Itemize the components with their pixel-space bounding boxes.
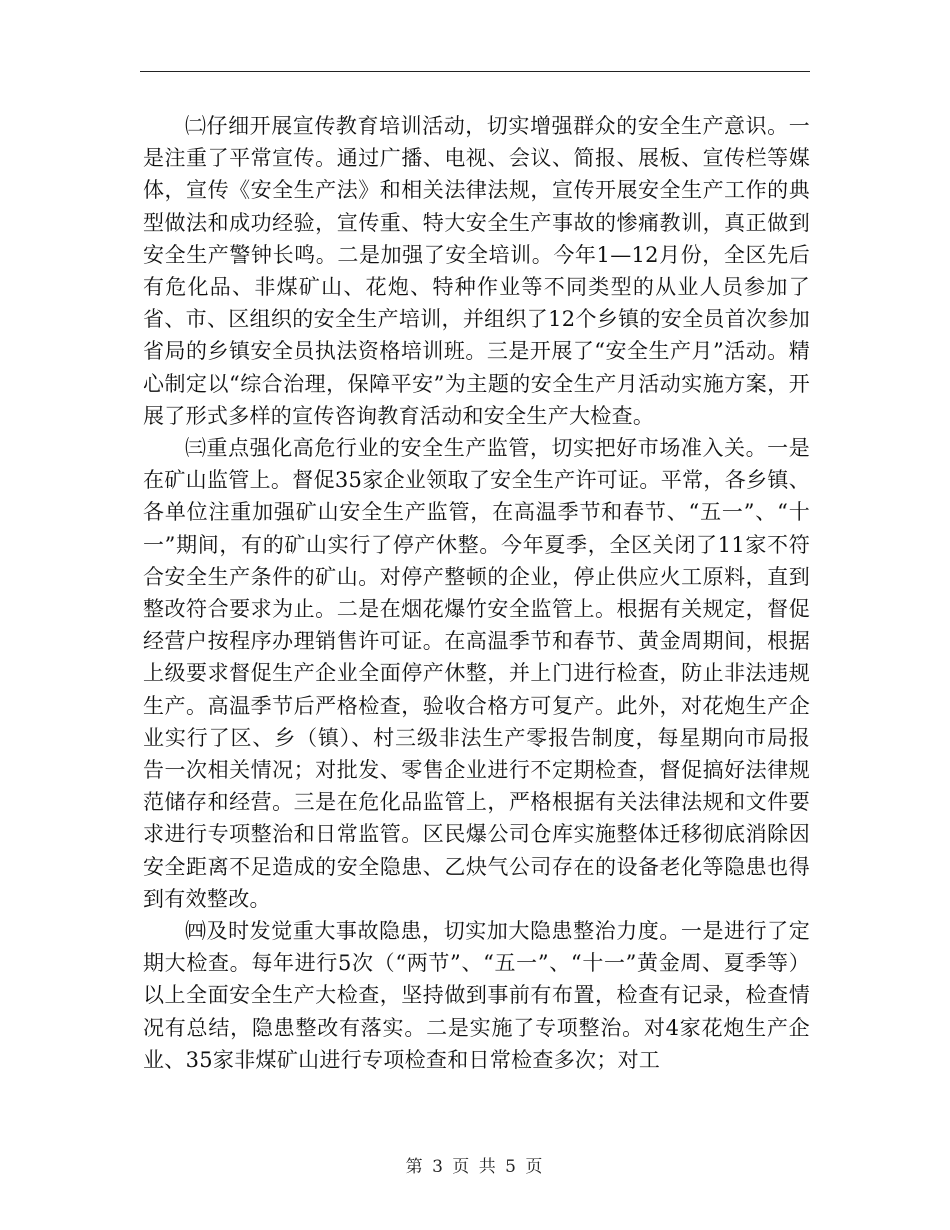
- page-number-footer: 第 3 页 共 5 页: [405, 1157, 545, 1177]
- paragraph-high-risk-supervision: ㈢重点强化高危行业的安全生产监管，切实把好市场准入关。一是在矿山监管上。督促35家企业领取了安全生产许可证。平常，各乡镇、各单位注重加强矿山安全生产监管，在高温季节和春节、“五一”、“十一”期间，有的矿山实行了停产休整。今年夏季，全区关闭了11家不符合安全生产条件的矿山。对停产整顿的企业，停止供应火工原料，直到整改符合要求为止。二是在烟花爆竹安全监管上。根据有关规定，督促经营户按程序办理销售许可证。在高温季节和春节、黄金周期间，根据上级要求督促生产企业全面停产休整，并上门进行检查，防止非法违规生产。高温季节后严格检查，验收合格方可复产。此外，对花炮生产企业实行了区、乡（镇）、村三级非法生产零报告制度，每星期向市局报告一次相关情况；对批发、零售企业进行不定期检查，督促搞好法律规范储存和经营。三是在危化品监管上，严格根据有关法律法规和文件要求进行专项整治和日常监管。区民爆公司仓库实施整体迁移彻底消除因安全距离不足造成的安全隐患、乙炔气公司存在的设备老化等隐患也得到有效整改。: [143, 436, 810, 911]
- document-body: [143, 110, 810, 1076]
- paragraph-hazard-rectification: ㈣及时发觉重大事故隐患，切实加大隐患整治力度。一是进行了定期大检查。每年进行5次（“两节”、“五一”、“十一”黄金周、夏季等）以上全面安全生产大检查，坚持做到事前有布置，检查有记录，检查情况有总结，隐患整改有落实。二是实施了专项整治。对4家花炮生产企业、35家非煤矿山进行专项检查和日常检查多次；对工: [143, 919, 810, 1072]
- paragraph-publicity-training: ㈡仔细开展宣传教育培训活动，切实增强群众的安全生产意识。一是注重了平常宣传。通过广播、电视、会议、简报、展板、宣传栏等媒体，宣传《安全生产法》和相关法律法规，宣传开展安全生产工作的典型做法和成功经验，宣传重、特大安全生产事故的惨痛教训，真正做到安全生产警钟长鸣。二是加强了安全培训。今年1—12月份，全区先后有危化品、非煤矿山、花炮、特种作业等不同类型的从业人员参加了省、市、区组织的安全生产培训，并组织了12个乡镇的安全员首次参加省局的乡镇安全员执法资格培训班。三是开展了“安全生产月”活动。精心制定以“综合治理，保障平安”为主题的安全生产月活动实施方案，开展了形式多样的宣传咨询教育活动和安全生产大检查。: [143, 114, 810, 428]
- header-rule: [140, 71, 810, 72]
